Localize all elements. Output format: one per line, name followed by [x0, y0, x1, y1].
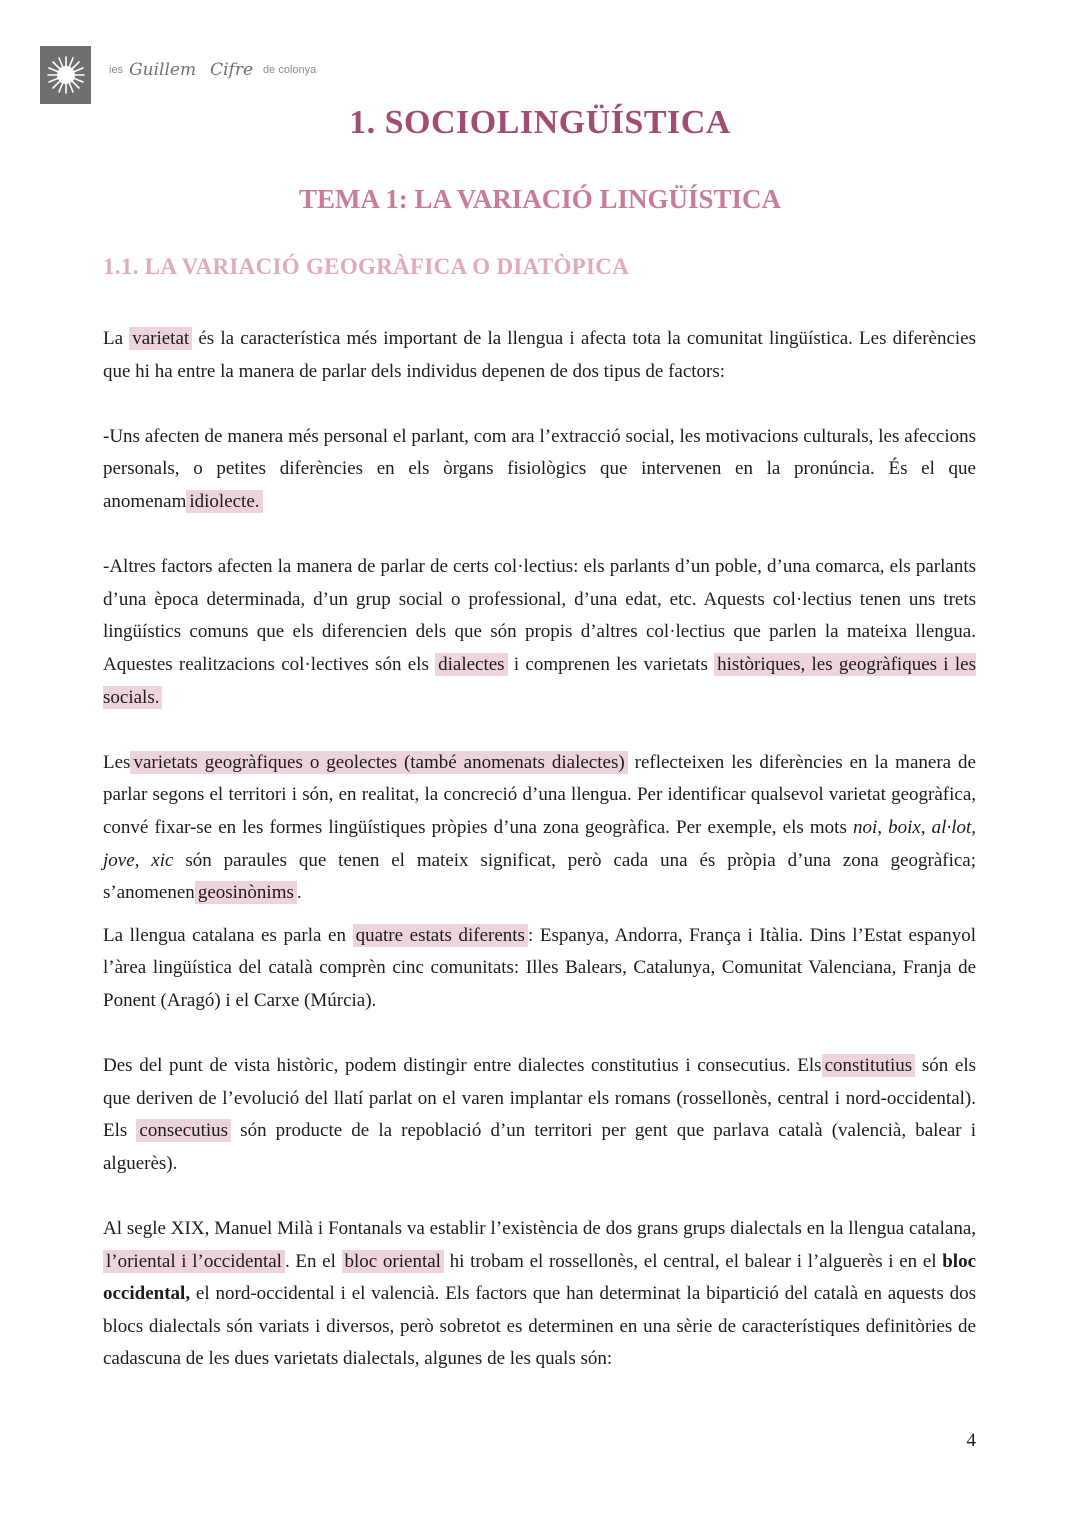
page-header	[40, 46, 316, 104]
sunburst-logo-icon	[46, 55, 86, 95]
school-name	[109, 60, 316, 80]
highlight-quatre-estats: quatre estats diferents	[353, 924, 528, 947]
paragraph-constitutius: Des del punt de vista històric, podem distingir entre dialectes constitutius i consecutius. Els constitutius són els que deriven de l’evolució del llatí parlat on el varen implantar els romans (rossellonès, central i nord-occidental). Els consecutius són producte de la repoblació d’un territori per gent que parlava català (valencià, balear i alguerès).	[103, 1055, 976, 1174]
paragraph-blocs: Al segle XIX, Manuel Milà i Fontanals va establir l’existència de dos grans grups dialectals en la llengua catalana, l’oriental i l’occidental . En el bloc oriental hi trobam el rossellonès, el central, el balear i l’alguerès i en el bloc occidental, el nord-occidental i el valencià. Els factors que han determinat la bipartició del català en aquests dos blocs dialectals són variats i diversos, però sobretot es determinen en una sèrie de característiques definitòries de cadascuna de les dues varietats dialectals, algunes de les quals són:	[103, 1218, 976, 1370]
paragraph-estats: La llengua catalana es parla en quatre estats diferents : Espanya, Andorra, França i Itàlia. Dins l’Estat espanyol l’àrea lingüística del català comprèn cinc comunitats: Illes Balears, Catalunya, Comunitat Valenciana, Franja de Ponent (Aragó) i el Carxe (Múrcia).	[103, 924, 977, 1011]
paragraph-geolectes: Les varietats geogràfiques o geolectes (també anomenats dialectes) reflecteixen les diferències en la manera de parlar segons el territori i són, en realitat, la concreció d’una llengua. Per identificar qualsevol varietat geogràfica, convé fixar-se en les formes lingüístiques pròpies d’una zona geogràfica. Per exemple, els mots noi, boix, al·lot, jove, xic són paraules que tenen el mateix significat, però cada una és pròpia d’una zona geogràfica; s’anomenen geosinònims .	[103, 751, 977, 904]
highlight-consecutius: consecutius	[136, 1119, 231, 1142]
highlight-geosinonims: geosinònims	[195, 881, 297, 904]
school-logo	[40, 46, 91, 104]
brand-suffix: de colonya	[263, 64, 317, 76]
paragraph-varietat: La varietat és la característica més important de la llengua i afecta tota la comunitat lingüística. Les diferències que hi ha entre la manera de parlar dels individus depenen de dos tipus de factors:	[103, 328, 976, 382]
highlight-geolectes: varietats geogràfiques o geolectes (també anomenats dialectes)	[130, 751, 627, 774]
highlight-dialectes: dialectes	[435, 653, 507, 676]
brand-ies: ies	[109, 64, 124, 76]
paragraph-dialectes: -Altres factors afecten la manera de parlar de certs col·lectius: els parlants d’un poble, d’una comarca, els parlants d’una època determinada, d’un grup social o professional, d’una edat, etc. Aquests col·lectius tenen uns trets lingüístics comuns que els diferencien dels que són propis d’altres col·lectius que parlen la mateixa llengua. Aquestes realitzacions col·lectives són els dialectes i comprenen les varietats històriques, les geogràfiques i les socials.	[103, 556, 976, 708]
highlight-idiolecte: idiolecte.	[186, 490, 262, 513]
body-text	[103, 323, 976, 1376]
chapter-title: 1. SOCIOLINGÜÍSTICA	[349, 104, 731, 141]
example-words: noi, boix, al·lot, jove, xic	[103, 816, 977, 871]
brand-guillem: Guillem	[129, 60, 197, 80]
highlight-varietat: varietat	[129, 327, 192, 350]
brand-cifre: Cifre	[210, 60, 254, 80]
section-title: 1.1. LA VARIACIÓ GEOGRÀFICA O DIATÒPICA	[103, 254, 630, 279]
paragraph-idiolecte: -Uns afecten de manera més personal el parlant, com ara l’extracció social, les motivacions culturals, les afeccions personals, o petites diferències en els òrgans fisiològics que intervenen en la pronúncia. És el que anomenam idiolecte.	[103, 425, 976, 512]
highlight-bloc-oriental: bloc oriental	[342, 1250, 444, 1273]
topic-title: TEMA 1: LA VARIACIÓ LINGÜÍSTICA	[298, 184, 782, 214]
highlight-oriental-occidental: l’oriental i l’occidental	[103, 1250, 285, 1273]
highlight-historiques: històriques, les geogràfiques i les socials.	[103, 653, 976, 708]
highlight-constitutius: constitutius	[822, 1054, 916, 1077]
bold-bloc-occidental: bloc occidental,	[103, 1250, 976, 1305]
page-number: 4	[966, 1430, 976, 1451]
